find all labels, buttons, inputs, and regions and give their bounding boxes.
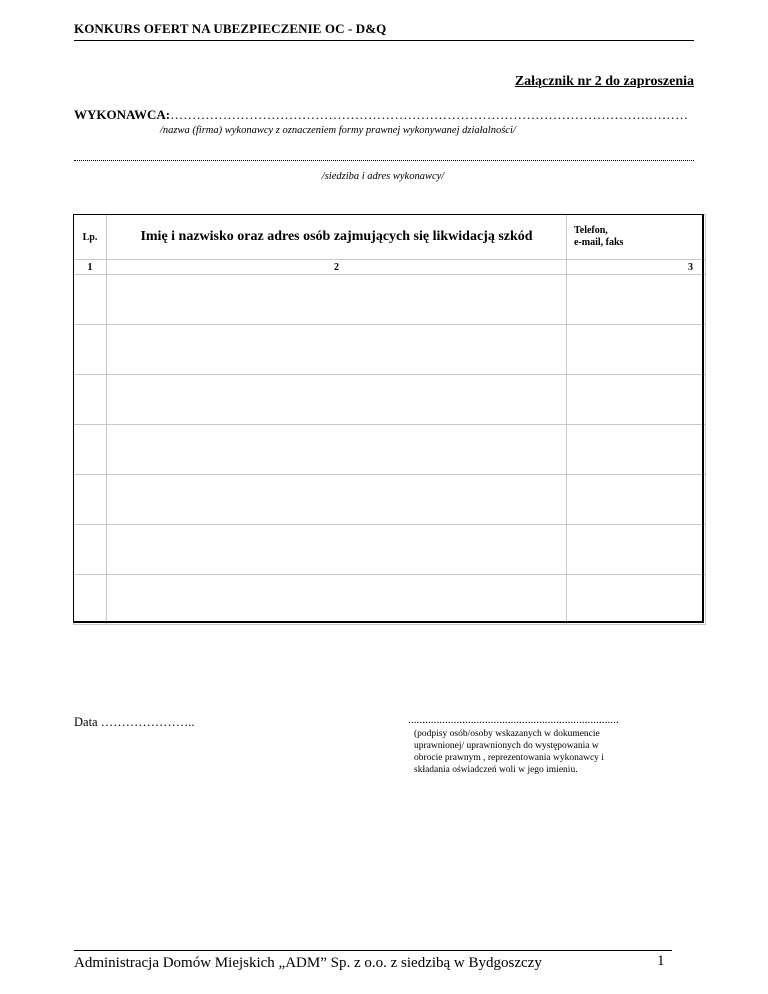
claims-staff-table [73,214,706,625]
document-header: KONKURS OFERT NA UBEZPIECZENIE OC - D&Q [74,21,694,41]
table-header-row [74,215,706,260]
header-contact-line2: e-mail, faks [574,237,624,248]
table-row [74,375,706,425]
cell-contact[interactable] [567,325,706,375]
header-name-address: Imię i nazwisko oraz adres osób zajmujących się likwidacją szkód [107,215,567,260]
cell-contact[interactable] [567,475,706,525]
cell-lp[interactable] [74,525,107,575]
cell-name-address[interactable] [107,275,567,325]
cell-contact[interactable] [567,375,706,425]
header-lp: Lp. [74,215,107,260]
cell-name-address[interactable] [107,525,567,575]
signature-dotted-line: .......................................................................... [408,714,619,726]
cell-lp[interactable] [74,425,107,475]
cell-name-address[interactable] [107,425,567,475]
cell-contact[interactable] [567,525,706,575]
cell-lp[interactable] [74,475,107,525]
signature-note: (podpisy osób/osoby wskazanych w dokumencie uprawnionej/ uprawnionych do występowania w obrocie prawnym , reprezentowania wykonawcy i składania oświadczeń woli w jego imieniu. [414,729,604,775]
cell-lp[interactable] [74,275,107,325]
contractor-dots: ……………………………………………………………………………………………….……… [170,107,689,122]
header-contact-line1: Telefon, [574,225,608,236]
contractor-address-note [0,171,768,182]
address-dotted-line [74,160,694,161]
table-row [74,475,706,525]
cell-lp[interactable] [74,575,107,625]
contractor-line [74,107,694,123]
table-row [74,275,706,325]
table-row [74,575,706,625]
cell-lp[interactable] [74,375,107,425]
column-number-row [74,260,706,275]
contractor-address-note-text: /siedziba i adres wykonawcy/ [321,171,445,182]
contractor-name-note: /nazwa (firma) wykonawcy z oznaczeniem formy prawnej wykonywanej działalności/ [160,125,516,136]
attachment-title: Załącznik nr 2 do zaproszenia [514,74,694,89]
contractor-label: WYKONAWCA: [74,107,171,122]
column-number-2: 2 [107,260,567,275]
cell-name-address[interactable] [107,475,567,525]
cell-contact[interactable] [567,425,706,475]
page-number: 1 [657,953,665,969]
cell-contact[interactable] [567,575,706,625]
column-number-1: 1 [74,260,107,275]
table-row [74,325,706,375]
page-footer: Administracja Domów Miejskich „ADM” Sp. z o.o. z siedzibą w Bydgoszczy [74,950,672,972]
table-row [74,425,706,475]
cell-name-address[interactable] [107,575,567,625]
column-number-3: 3 [567,260,706,275]
cell-lp[interactable] [74,325,107,375]
cell-name-address[interactable] [107,325,567,375]
cell-name-address[interactable] [107,375,567,425]
table-row [74,525,706,575]
header-contact [567,215,706,260]
cell-contact[interactable] [567,275,706,325]
date-field: Data ………………….. [74,715,195,729]
